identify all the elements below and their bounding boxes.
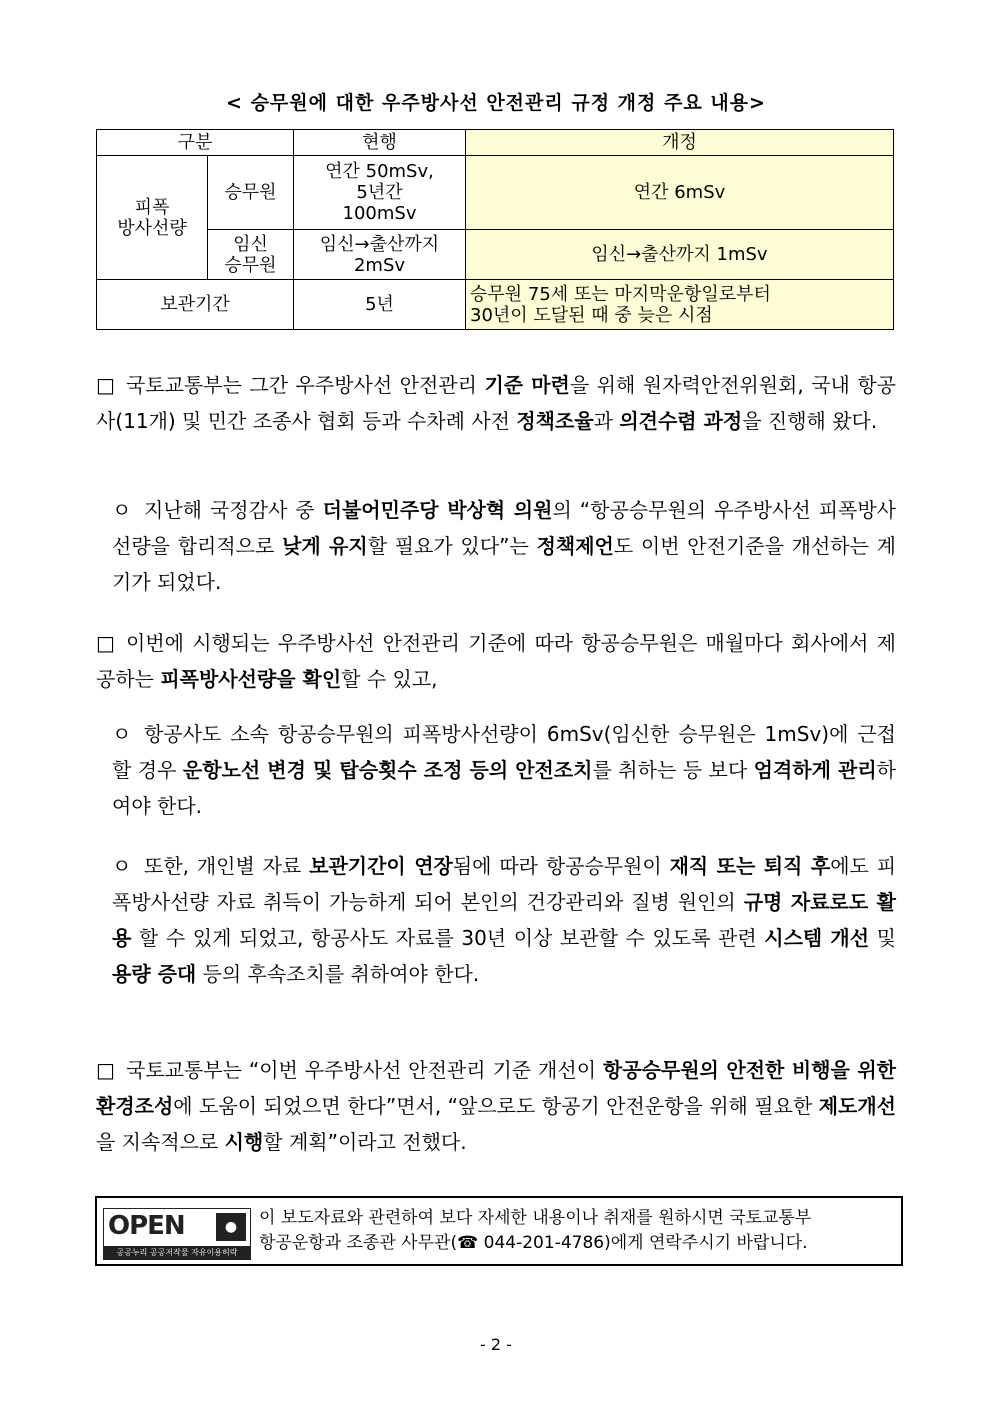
checkbox-bullet-icon: □ — [96, 1058, 115, 1082]
row-pregnant-current: 임신→출산까지 2mSv — [294, 230, 466, 280]
circle-bullet-icon: ㅇ — [112, 498, 132, 522]
document-title: < 승무원에 대한 우주방사선 안전관리 규정 개정 주요 내용> — [226, 92, 766, 114]
checkbox-bullet-icon: □ — [96, 373, 115, 397]
row-crew-revised: 연간 6mSv — [466, 156, 894, 230]
row-retention-current: 5년 — [294, 280, 466, 330]
sub-paragraph-1: ㅇ 지난해 국정감사 중 더불어민주당 박상혁 의원의 “항공승무원의 우주방사선 피폭방사선량을 합리적으로 낮게 유지할 필요가 있다”는 정책제언도 이번 안전기준을 개선하는 계기가 되었다. — [112, 492, 896, 600]
row-crew-current: 연간 50mSv, 5년간 100mSv — [294, 156, 466, 230]
contact-box — [95, 1196, 903, 1266]
paragraph-1: □ 국토교통부는 그간 우주방사선 안전관리 기준 마련을 위해 원자력안전위원회, 국내 항공사(11개) 및 민간 조종사 협회 등과 수차례 사전 정책조율과 의견수렴 과정을 진행해 왔다. — [96, 367, 896, 439]
comparison-table — [96, 129, 894, 330]
paragraph-2: □ 이번에 시행되는 우주방사선 안전관리 기준에 따라 항공승무원은 매월마다 회사에서 제공하는 피폭방사선량을 확인할 수 있고, — [96, 625, 896, 697]
page-number: - 2 - — [480, 1335, 512, 1354]
sub-paragraph-2: ㅇ 항공사도 소속 항공승무원의 피폭방사선량이 6mSv(임신한 승무원은 1mSv)에 근접할 경우 운항노선 변경 및 탑승횟수 조정 등의 안전조치를 취하는 등 보다 엄격하게 관리하여야 한다. — [112, 716, 896, 824]
circle-bullet-icon: ㅇ — [112, 722, 132, 746]
open-license-logo: OPEN ● 공공누리 공공저작물 자유이용허락 — [103, 1208, 251, 1260]
checkbox-bullet-icon: □ — [96, 631, 115, 655]
row-pregnant-label: 임신 승무원 — [208, 230, 294, 280]
circle-bullet-icon: ㅇ — [112, 854, 132, 878]
group-label: 피폭 방사선량 — [97, 156, 208, 280]
row-retention-revised: 승무원 75세 또는 마지막운항일로부터 30년이 도달된 때 중 늦은 시점 — [466, 280, 894, 330]
row-crew-label: 승무원 — [208, 156, 294, 230]
person-icon: ● — [216, 1213, 246, 1241]
contact-text: 이 보도자료와 관련하여 보다 자세한 내용이나 취재를 원하시면 국토교통부 항공운항과 조종관 사무관(☎ 044-201-4786)에게 연락주시기 바랍니다. — [259, 1208, 812, 1253]
header-category: 구분 — [97, 130, 294, 156]
header-current: 현행 — [294, 130, 466, 156]
row-retention-label: 보관기간 — [97, 280, 294, 330]
paragraph-3: □ 국토교통부는 “이번 우주방사선 안전관리 기준 개선이 항공승무원의 안전한 비행을 위한 환경조성에 도움이 되었으면 한다”면서, “앞으로도 항공기 안전운항을 위해 필요한 제도개선을 지속적으로 시행할 계획”이라고 전했다. — [96, 1052, 896, 1160]
row-pregnant-revised: 임신→출산까지 1mSv — [466, 230, 894, 280]
header-revised: 개정 — [466, 130, 894, 156]
sub-paragraph-3: ㅇ 또한, 개인별 자료 보관기간이 연장됨에 따라 항공승무원이 재직 또는 퇴직 후에도 피폭방사선량 자료 취득이 가능하게 되어 본인의 건강관리와 질병 원인의 규명 자료로도 활용 할 수 있게 되었고, 항공사도 자료를 30년 이상 보관할 수 있도록 관련 시스템 개선 및 용량 증대 등의 후속조치를 취하여야 한다. — [112, 848, 896, 992]
